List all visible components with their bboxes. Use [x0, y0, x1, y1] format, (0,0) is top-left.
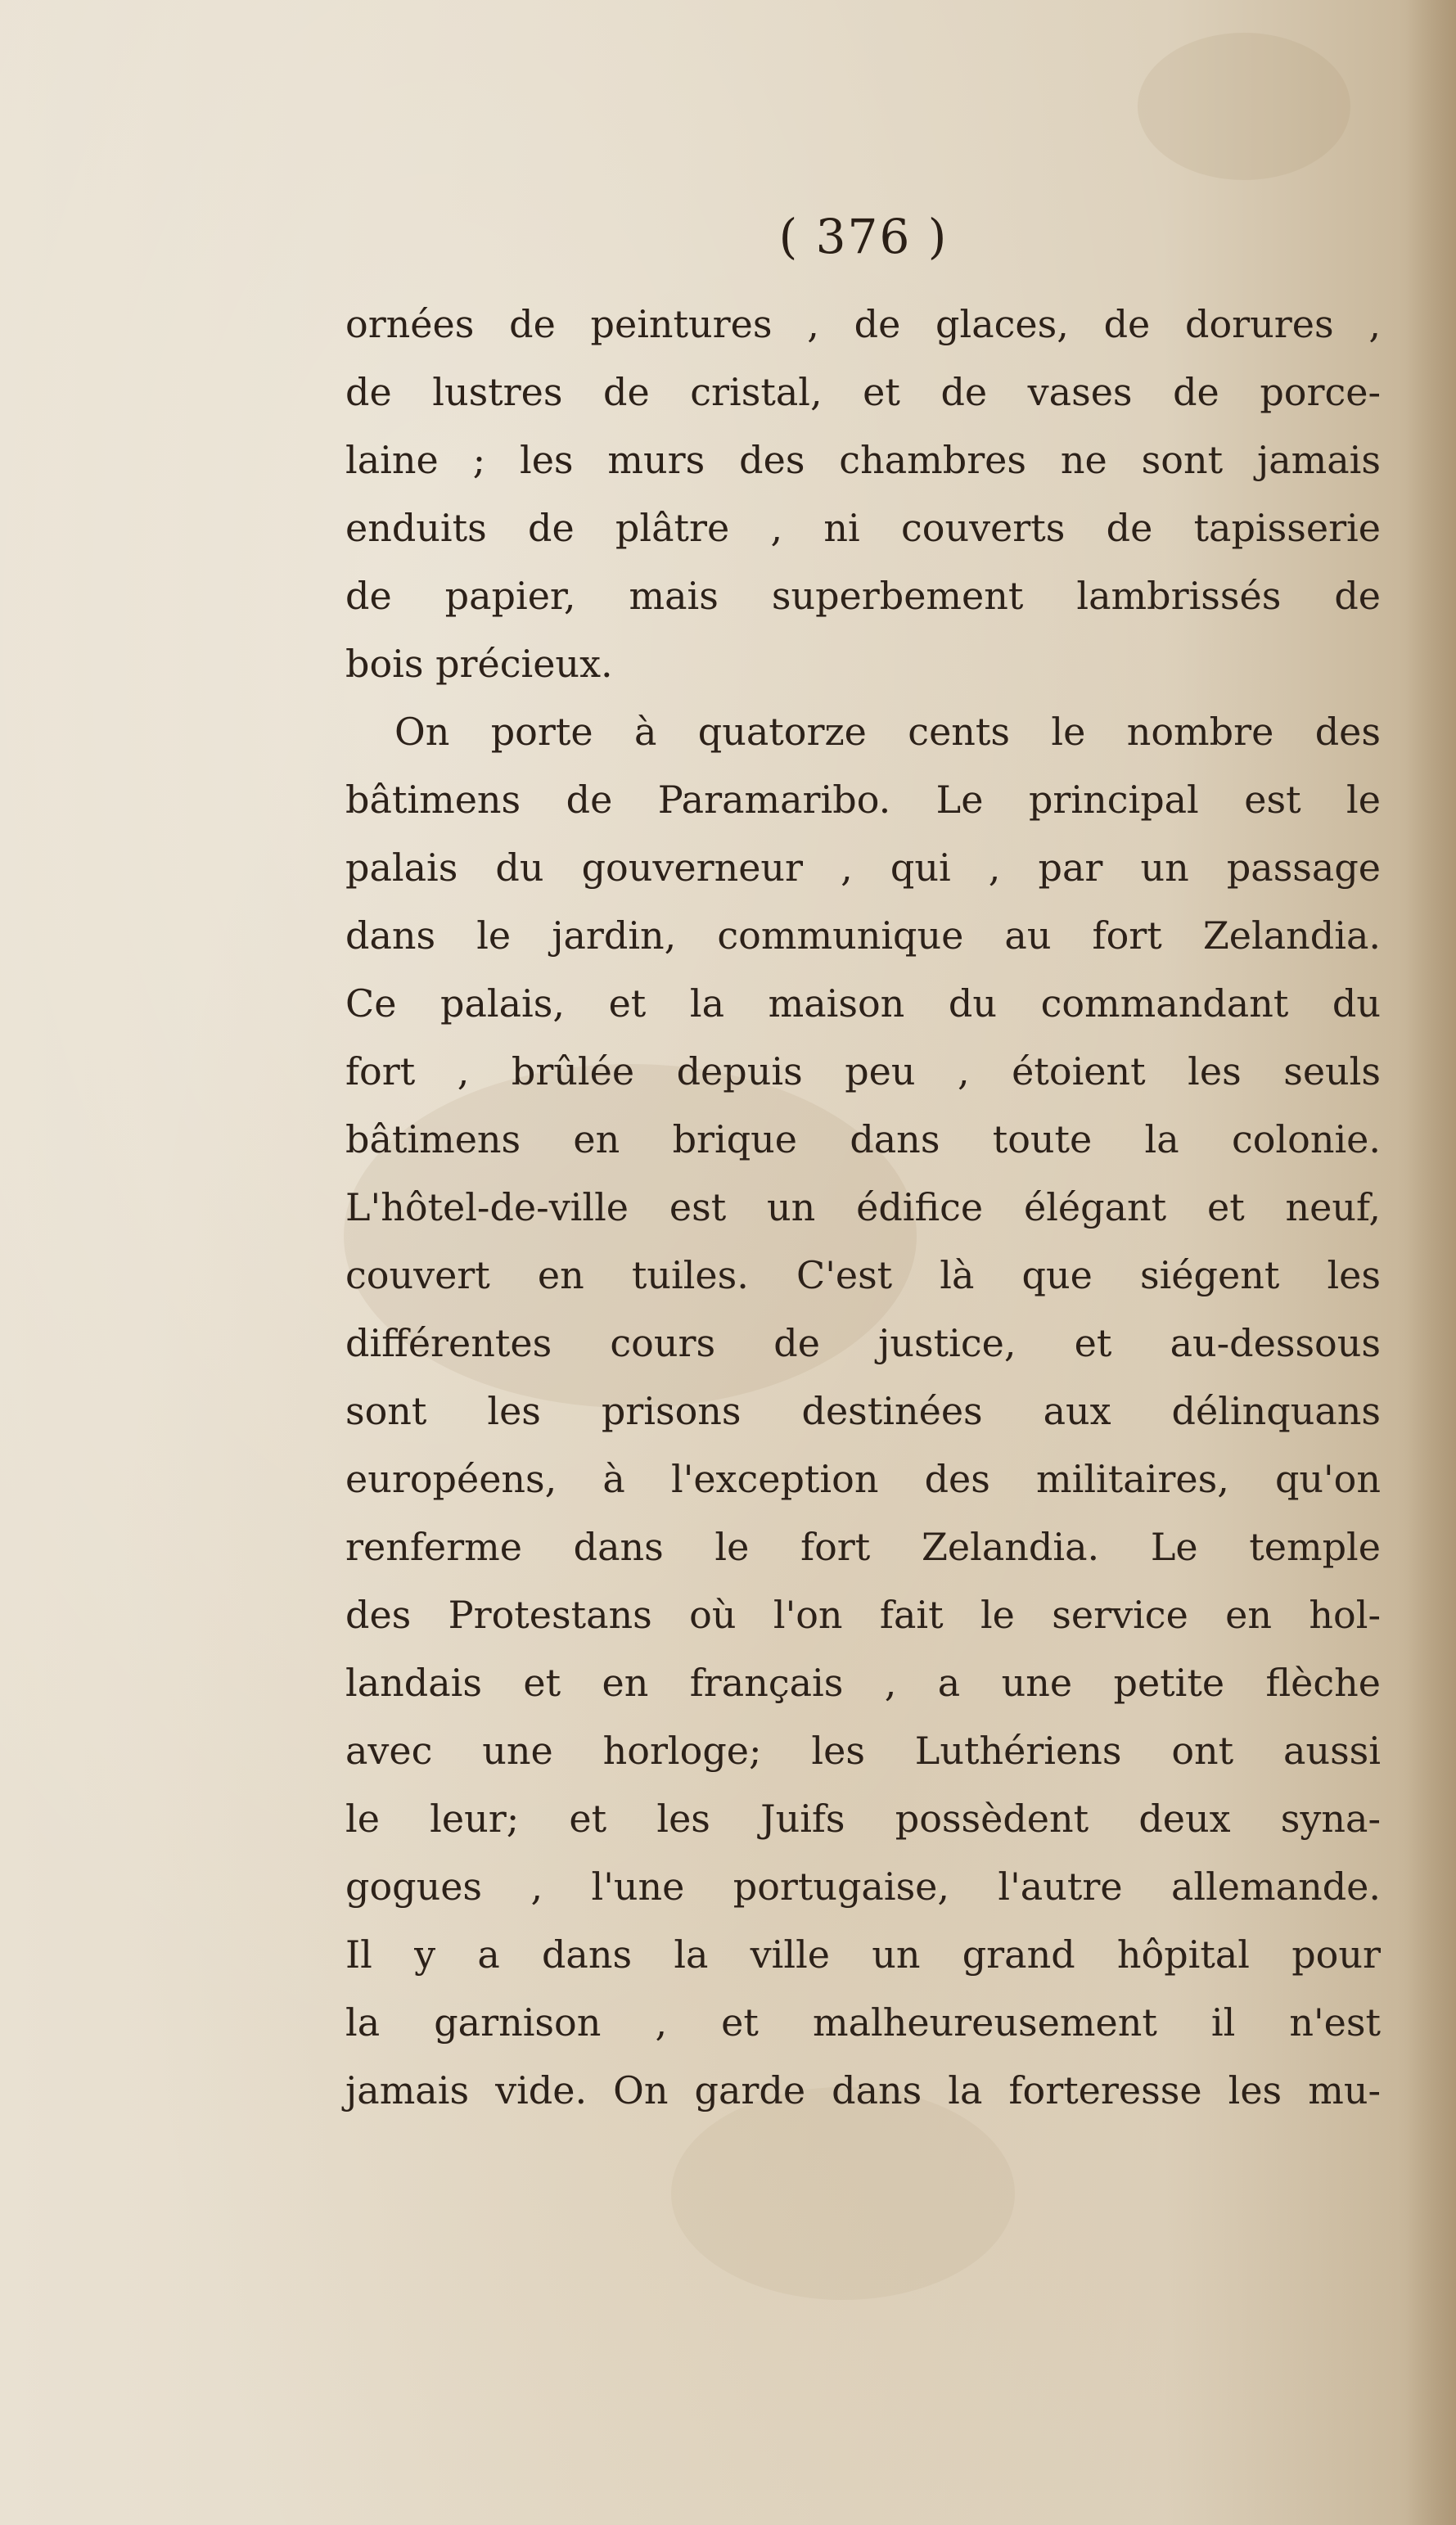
text-line: de lustres de cristal, et de vases de porce- — [345, 370, 1381, 414]
text-line: L'hôtel-de-ville est un édifice élégant et neuf, — [345, 1185, 1381, 1229]
text-line: des Protestans où l'on fait le service en hol- — [345, 1593, 1381, 1637]
page-number: ( 376 ) — [778, 209, 949, 264]
text-line: de papier, mais superbement lambrissés de — [345, 574, 1381, 618]
body-text — [345, 291, 1381, 2125]
text-line: dans le jardin, communique au fort Zelandia. — [345, 913, 1381, 958]
text-line: enduits de plâtre , ni couverts de tapisserie — [345, 506, 1381, 550]
text-line: différentes cours de justice, et au-dessous — [345, 1321, 1381, 1365]
text-line: européens, à l'exception des militaires, qu'on — [345, 1457, 1381, 1501]
text-line: Il y a dans la ville un grand hôpital pour — [345, 1932, 1381, 1977]
text-line: bois précieux. — [345, 642, 613, 686]
text-line: landais et en français , a une petite flèche — [345, 1661, 1381, 1705]
page-edge-shadow — [1407, 0, 1456, 2525]
text-line: le leur; et les Juifs possèdent deux syna- — [345, 1797, 1381, 1841]
text-line: avec une horloge; les Luthériens ont aussi — [345, 1729, 1381, 1773]
text-line: laine ; les murs des chambres ne sont jamais — [345, 438, 1381, 482]
text-line: renferme dans le fort Zelandia. Le temple — [345, 1525, 1381, 1569]
text-line: fort , brûlée depuis peu , étoient les seuls — [345, 1049, 1381, 1093]
text-line: palais du gouverneur , qui , par un passage — [345, 845, 1381, 890]
text-line: bâtimens en brique dans toute la colonie. — [345, 1117, 1381, 1161]
text-line: jamais vide. On garde dans la forteresse les mu- — [345, 2068, 1381, 2112]
text-line: couvert en tuiles. C'est là que siégent les — [345, 1253, 1381, 1297]
text-line: la garnison , et malheureusement il n'est — [345, 2000, 1381, 2045]
text-line: ornées de peintures , de glaces, de dorures , — [345, 302, 1381, 346]
paper-stain — [1138, 33, 1350, 180]
text-line: bâtimens de Paramaribo. Le principal est le — [345, 778, 1381, 822]
text-line: sont les prisons destinées aux délinquans — [345, 1389, 1381, 1433]
text-line: Ce palais, et la maison du commandant du — [345, 981, 1381, 1026]
text-line: gogues , l'une portugaise, l'autre allemande. — [345, 1864, 1381, 1909]
text-line: On porte à quatorze cents le nombre des — [394, 710, 1381, 754]
